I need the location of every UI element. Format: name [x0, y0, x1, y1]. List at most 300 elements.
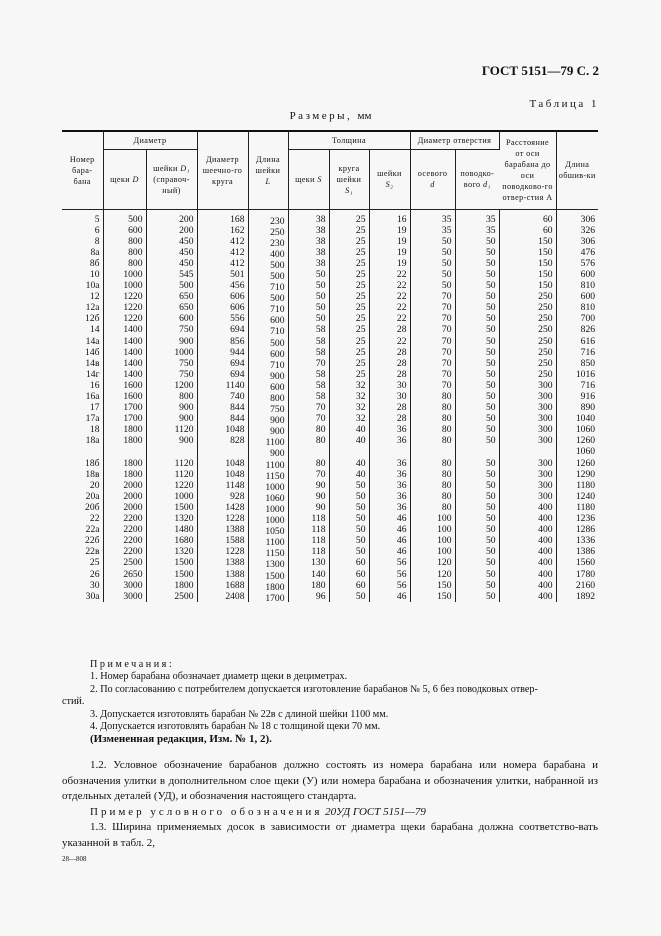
table-cell: 100 [410, 524, 455, 535]
table-cell: 19 [369, 225, 410, 236]
table-cell: 300 [499, 458, 556, 469]
table-cell: 750 [146, 358, 197, 369]
table-row [62, 580, 598, 591]
table-cell: 25 [329, 247, 369, 258]
table-cell [197, 446, 248, 457]
table-cell: 900 [146, 402, 197, 413]
table-cell: 70 [410, 336, 455, 347]
table-cell: 1700 [103, 402, 146, 413]
table-cell: 800 [146, 391, 197, 402]
table-cell: 710 [248, 282, 288, 293]
table-cell: 80 [410, 435, 455, 446]
sizes-label: Размеры, мм [289, 110, 372, 122]
table-cell: 928 [197, 491, 248, 502]
table-cell: 400 [499, 513, 556, 524]
table-cell: 1336 [575, 535, 596, 547]
table-cell: 6 [62, 225, 103, 236]
table-cell: 12а [62, 302, 103, 313]
note-4: 4. Допускается изготовлять барабан № 18 с толщиной щеки 70 мм. [90, 721, 381, 733]
table-cell: 1220 [103, 313, 146, 324]
table-cell: 80 [410, 402, 455, 413]
table-cell: 1560 [575, 557, 596, 569]
table-cell: 576 [580, 257, 596, 269]
table-cell: 545 [146, 269, 197, 280]
table-cell: 230 [248, 238, 288, 249]
table-cell: 14б [62, 347, 103, 358]
table-cell: 118 [288, 513, 329, 524]
table-cell: 1780 [575, 568, 596, 580]
table-cell: 50 [455, 347, 499, 358]
table-row [62, 324, 598, 335]
table-cell: 40 [329, 424, 369, 435]
table-cell: 50 [455, 546, 499, 557]
table-cell: 80 [288, 458, 329, 469]
notes-title: Примечания: [90, 659, 175, 670]
table-cell: 1000 [146, 491, 197, 502]
table-cell: 944 [197, 347, 248, 358]
table-cell: 50 [455, 236, 499, 247]
table-row [62, 502, 598, 513]
header-neck-length: Длина шейки L [248, 131, 288, 209]
table-cell: 25 [329, 313, 369, 324]
table-cell: 25 [329, 324, 369, 335]
table-row [62, 513, 598, 524]
table-cell: 800 [248, 393, 288, 404]
table-cell: 20а [62, 491, 103, 502]
table-cell: 1000 [103, 280, 146, 291]
header-diameter-group: Диаметр [103, 131, 197, 149]
header-neck-circle: Диаметр шеечно-го круга [197, 131, 248, 209]
table-cell: 50 [288, 291, 329, 302]
standard-header: ГОСТ 5151—79 С. 2 [481, 63, 599, 78]
table-cell: 5 [62, 209, 103, 225]
table-cell: 1000 [248, 482, 288, 493]
table-cell: 50 [329, 591, 369, 602]
header-circle-S1: круга шейки S₁ [329, 149, 369, 209]
table-cell: 50 [455, 247, 499, 258]
table-cell: 828 [197, 435, 248, 446]
table-cell: 28 [369, 402, 410, 413]
table-cell: 20 [62, 480, 103, 491]
table-cell: 36 [369, 435, 410, 446]
table-row [62, 291, 598, 302]
table-row [62, 225, 598, 236]
table-cell: 50 [455, 480, 499, 491]
table-cell: 70 [410, 324, 455, 335]
table-cell: 80 [410, 502, 455, 513]
table-cell: 14г [62, 369, 103, 380]
table-cell: 3000 [103, 591, 146, 602]
table-cell: 35 [455, 209, 499, 225]
table-cell: 850 [580, 357, 596, 369]
table-cell: 25 [329, 258, 369, 269]
table-row [62, 402, 598, 413]
table-cell: 1120 [146, 424, 197, 435]
table-cell: 1240 [575, 490, 596, 502]
table-cell: 400 [499, 557, 556, 568]
table-cell: 1286 [575, 524, 596, 536]
table-cell: 50 [455, 269, 499, 280]
table-cell: 50 [288, 302, 329, 313]
table-row [62, 435, 598, 446]
table-cell: 46 [369, 546, 410, 557]
table-cell: 25 [329, 302, 369, 313]
table-cell: 1060 [248, 493, 288, 504]
table-cell: 1180 [576, 501, 596, 513]
table-cell: 1000 [146, 347, 197, 358]
table-cell: 118 [288, 535, 329, 546]
table-cell: 900 [248, 415, 288, 426]
table-cell: 230 [248, 211, 288, 227]
table-cell: 150 [499, 247, 556, 258]
table-cell: 1000 [248, 515, 288, 526]
table-cell: 14в [62, 358, 103, 369]
table-cell: 710 [248, 360, 288, 371]
table-cell: 1228 [197, 546, 248, 557]
table-cell: 50 [329, 502, 369, 513]
table-cell: 22а [62, 524, 103, 535]
table-row [62, 569, 598, 580]
table-cell: 22 [369, 269, 410, 280]
note-2-cont: стий. [62, 696, 85, 708]
table-cell: 300 [499, 424, 556, 435]
table-cell: 1688 [197, 580, 248, 591]
table-cell: 40 [329, 435, 369, 446]
table-cell: 606 [197, 302, 248, 313]
table-cell: 50 [455, 591, 499, 602]
table-cell: 1892 [575, 590, 596, 602]
table-row [62, 491, 598, 502]
table-cell: 50 [455, 358, 499, 369]
table-cell: 17а [62, 413, 103, 424]
table-cell: 36 [369, 469, 410, 480]
table-cell: 50 [455, 280, 499, 291]
notes-section [62, 659, 598, 746]
table-cell: 50 [455, 569, 499, 580]
table-cell: 826 [580, 324, 596, 336]
table-cell: 716 [580, 379, 596, 391]
table-cell: 70 [288, 413, 329, 424]
table-cell: 80 [410, 480, 455, 491]
table-cell: 250 [499, 369, 556, 380]
table-cell: 1220 [103, 302, 146, 313]
table-cell: 60 [499, 225, 556, 236]
table-cell: 14 [62, 324, 103, 335]
table-cell: 162 [197, 225, 248, 236]
table-row [62, 302, 598, 313]
table-cell: 38 [288, 209, 329, 225]
footer-code: 28—808 [62, 855, 87, 863]
table-cell: 1148 [197, 480, 248, 491]
table-cell: 844 [197, 402, 248, 413]
table-cell: 1180 [576, 479, 596, 491]
header-cheek-D: щеки D [103, 149, 146, 209]
table-cell: 80 [410, 391, 455, 402]
table-cell: 2000 [103, 480, 146, 491]
table-cell: 400 [499, 591, 556, 602]
table-cell: 140 [288, 569, 329, 580]
note-3: 3. Допускается изготовлять барабан № 22в с длиной шейки 1100 мм. [90, 708, 389, 720]
table-cell: 2650 [103, 569, 146, 580]
table-cell: 35 [410, 209, 455, 225]
table-cell: 1260 [575, 457, 596, 469]
table-cell: 200 [146, 209, 197, 225]
table-cell: 46 [369, 524, 410, 535]
table-cell: 180 [288, 580, 329, 591]
table-cell [146, 446, 197, 457]
table-cell: 50 [455, 302, 499, 313]
table-cell: 58 [288, 391, 329, 402]
table-cell: 50 [455, 258, 499, 269]
table-cell [455, 446, 499, 457]
table-cell [62, 446, 103, 457]
table-cell: 36 [369, 424, 410, 435]
table-cell: 50 [455, 580, 499, 591]
table-cell: 50 [455, 513, 499, 524]
table-cell: 8б [62, 258, 103, 269]
table-cell: 150 [499, 236, 556, 247]
table-cell: 500 [103, 209, 146, 225]
table-cell: 800 [103, 247, 146, 258]
table-cell [329, 446, 369, 457]
table-cell: 22 [369, 336, 410, 347]
table-row [62, 413, 598, 424]
table-cell: 22в [62, 546, 103, 557]
table-cell: 36 [369, 491, 410, 502]
table-cell: 120 [410, 557, 455, 568]
table-cell: 600 [580, 291, 596, 303]
table-cell: 250 [499, 347, 556, 358]
table-cell: 501 [197, 269, 248, 280]
table-cell: 50 [410, 247, 455, 258]
table-cell: 750 [146, 324, 197, 335]
table-cell: 300 [499, 391, 556, 402]
table-cell: 18а [62, 435, 103, 446]
table-cell: 556 [197, 313, 248, 324]
table-cell: 80 [410, 413, 455, 424]
table-row [62, 591, 598, 602]
table-cell: 50 [329, 491, 369, 502]
table-body [62, 209, 598, 602]
table-cell: 50 [455, 391, 499, 402]
table-cell: 80 [288, 424, 329, 435]
table-cell: 1500 [248, 571, 288, 582]
table-cell: 1100 [248, 437, 288, 448]
table-cell: 70 [410, 347, 455, 358]
table-cell: 70 [410, 369, 455, 380]
table-cell: 900 [248, 448, 288, 459]
table-cell: 1600 [103, 391, 146, 402]
table-row [62, 546, 598, 557]
table-row [62, 247, 598, 258]
table-cell: 58 [288, 380, 329, 391]
table-cell: 32 [329, 380, 369, 391]
table-cell: 10 [62, 269, 103, 280]
table-cell: 150 [499, 258, 556, 269]
table-cell: 1680 [146, 535, 197, 546]
table-cell: 60 [329, 580, 369, 591]
table-cell: 80 [410, 458, 455, 469]
table-cell: 50 [455, 313, 499, 324]
table-cell: 150 [410, 580, 455, 591]
table-cell: 300 [499, 480, 556, 491]
table-cell: 1400 [103, 369, 146, 380]
table-cell: 50 [455, 458, 499, 469]
note-2: 2. По согласованию с потребителем допускается изготовление барабанов № 5, 6 без поводковых отвер- [90, 683, 538, 695]
table-cell: 710 [248, 326, 288, 337]
table-cell: 900 [248, 426, 288, 437]
table-cell: 1400 [103, 324, 146, 335]
table-cell: 694 [197, 324, 248, 335]
table-cell: 58 [288, 369, 329, 380]
table-cell: 694 [197, 369, 248, 380]
table-cell: 50 [329, 513, 369, 524]
table-cell: 30 [369, 391, 410, 402]
table-cell [369, 446, 410, 457]
table-row [62, 280, 598, 291]
table-cell: 25 [329, 291, 369, 302]
table-cell: 2408 [197, 591, 248, 602]
table-cell: 90 [288, 491, 329, 502]
table-cell: 8а [62, 247, 103, 258]
table-cell: 1800 [146, 580, 197, 591]
table-cell: 1290 [575, 468, 596, 480]
table-cell [499, 446, 556, 457]
table-cell: 1220 [146, 480, 197, 491]
table-cell: 38 [288, 258, 329, 269]
table-row [62, 347, 598, 358]
table-cell: 400 [499, 502, 556, 513]
table-cell: 1150 [248, 548, 288, 559]
table-cell: 250 [499, 336, 556, 347]
table-cell: 130 [288, 557, 329, 568]
table-cell: 100 [410, 546, 455, 557]
table-cell: 1000 [103, 269, 146, 280]
table-cell: 90 [288, 502, 329, 513]
table-cell: 56 [369, 580, 410, 591]
table-cell: 70 [410, 358, 455, 369]
table-cell: 25 [329, 236, 369, 247]
table-cell: 900 [248, 371, 288, 382]
table-cell: 3000 [103, 580, 146, 591]
table-cell: 14а [62, 336, 103, 347]
table-label: Таблица 1 [529, 98, 599, 110]
table-cell: 300 [499, 491, 556, 502]
table-row [62, 380, 598, 391]
table-cell: 1060 [575, 424, 596, 436]
table-cell: 1228 [197, 513, 248, 524]
table-cell: 1016 [575, 368, 596, 380]
table-cell: 500 [248, 338, 288, 349]
table-cell: 450 [146, 236, 197, 247]
table-cell: 306 [580, 235, 596, 247]
table-cell: 600 [248, 382, 288, 393]
table-cell: 1700 [248, 593, 288, 604]
table-cell: 1500 [146, 569, 197, 580]
table-cell: 500 [248, 271, 288, 282]
table-cell: 25 [329, 369, 369, 380]
table-cell: 25 [329, 358, 369, 369]
table-cell: 1800 [103, 469, 146, 480]
table-cell: 90 [288, 480, 329, 491]
table-cell: 50 [455, 524, 499, 535]
table-cell: 856 [197, 336, 248, 347]
table-cell: 1588 [197, 535, 248, 546]
table-row [62, 424, 598, 435]
table-cell: 450 [146, 247, 197, 258]
table-cell: 250 [499, 291, 556, 302]
table-cell: 250 [248, 227, 288, 238]
table-cell: 1100 [248, 537, 288, 548]
table-cell: 70 [410, 313, 455, 324]
table-cell: 50 [329, 480, 369, 491]
table-cell: 12 [62, 291, 103, 302]
table-cell: 46 [369, 513, 410, 524]
table-cell: 18б [62, 458, 103, 469]
table-cell: 70 [288, 402, 329, 413]
table-cell: 30 [369, 380, 410, 391]
table-cell: 1300 [248, 559, 288, 570]
table-cell: 22 [62, 513, 103, 524]
table-cell: 17 [62, 402, 103, 413]
table-cell: 58 [288, 347, 329, 358]
table-cell: 25 [329, 209, 369, 225]
table-cell: 250 [499, 313, 556, 324]
header-driver-d1: поводко-вого d₁ [455, 149, 499, 209]
table-cell: 1236 [575, 513, 596, 525]
table-cell: 50 [455, 502, 499, 513]
table-cell: 2000 [103, 502, 146, 513]
table-row [62, 269, 598, 280]
table-cell: 412 [197, 236, 248, 247]
table-cell: 600 [580, 268, 596, 280]
table-row [62, 336, 598, 347]
table-cell: 70 [410, 380, 455, 391]
table-cell: 1600 [103, 380, 146, 391]
table-cell: 100 [410, 513, 455, 524]
table-cell: 150 [499, 269, 556, 280]
table-cell: 50 [410, 236, 455, 247]
paragraph-1-3: 1.3. Ширина применяемых досок в зависимости от диаметра щеки барабана должна соответство-вать указанной в табл. 2, [62, 821, 598, 849]
table-cell: 2500 [146, 591, 197, 602]
table-cell: 50 [410, 258, 455, 269]
table-cell: 456 [197, 280, 248, 291]
table-cell: 900 [146, 336, 197, 347]
table-cell: 2200 [103, 546, 146, 557]
table-cell: 28 [369, 324, 410, 335]
table-cell: 400 [499, 535, 556, 546]
note-1: 1. Номер барабана обозначает диаметр щеки в дециметрах. [90, 671, 348, 683]
table-cell: 476 [580, 246, 596, 258]
table-cell: 1220 [103, 291, 146, 302]
table-cell: 1386 [575, 546, 596, 558]
table-cell: 1050 [248, 526, 288, 537]
table-cell: 50 [455, 324, 499, 335]
table-cell: 150 [410, 591, 455, 602]
table-cell: 22б [62, 535, 103, 546]
paragraph-1-2: 1.2. Условное обозначение барабанов должно состоять из номера барабана или номера барабана и обозначения улитки в дополнительном слое щеки (У) или номера барабана и обозначения улитки, набранной из отдельных деталей (УД), и обозначения настоящего стандарта. [62, 759, 598, 802]
table-cell: 32 [329, 413, 369, 424]
table-cell: 50 [455, 535, 499, 546]
table-cell: 50 [455, 557, 499, 568]
table-cell: 1388 [197, 557, 248, 568]
table-cell: 306 [580, 213, 596, 225]
table-cell: 1388 [197, 524, 248, 535]
table-cell: 50 [329, 535, 369, 546]
table-cell: 2200 [103, 535, 146, 546]
table-cell: 80 [410, 469, 455, 480]
header-thickness-group: Толщина [288, 131, 410, 149]
